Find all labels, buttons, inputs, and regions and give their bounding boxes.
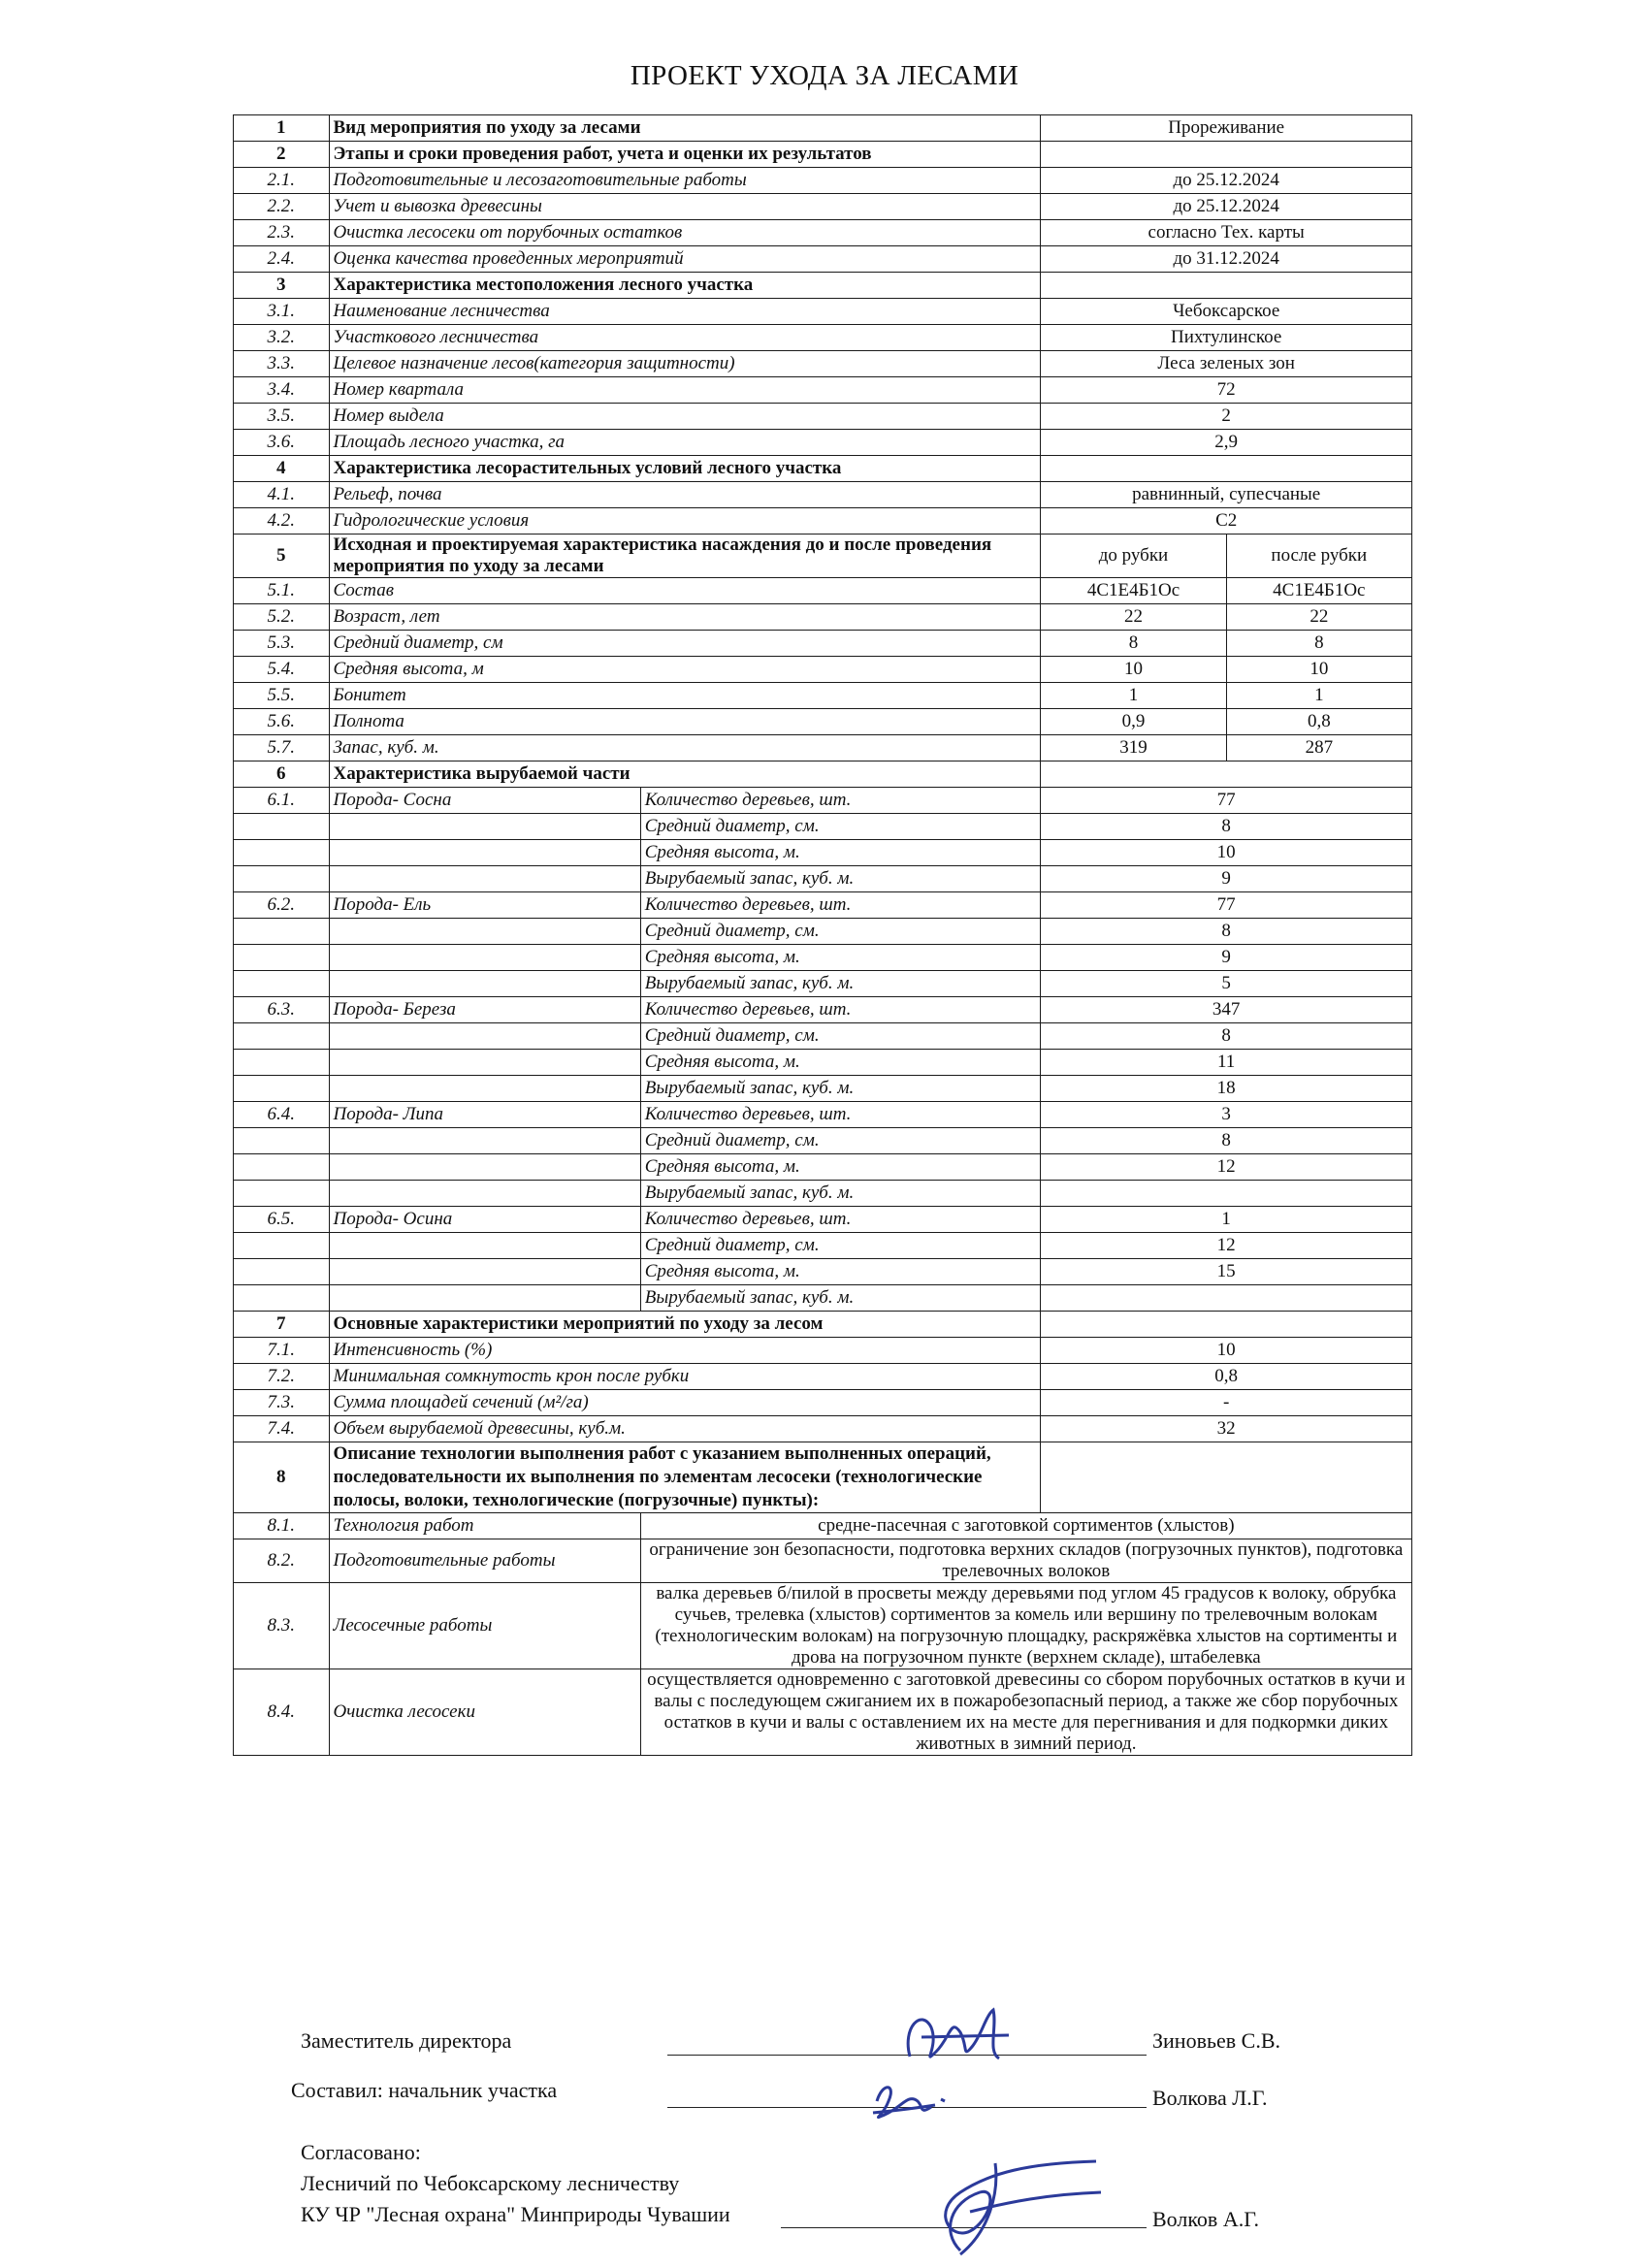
row-label: Целевое назначение лесов(категория защитности): [329, 351, 1041, 377]
row-label: Подготовительные и лесозаготовительные работы: [329, 168, 1041, 194]
empty-cell: [329, 1285, 640, 1312]
species-param-label: Средняя высота, м.: [640, 1259, 1041, 1285]
deputy-signature: [892, 1998, 1028, 2076]
empty-cell: [234, 814, 330, 840]
row-number: 3.2.: [234, 325, 330, 351]
table-body: [234, 115, 1412, 1756]
technology-row: [234, 1513, 1412, 1539]
value-before: 10: [1041, 657, 1226, 683]
row-label: Сумма площадей сечений (м²/га): [329, 1390, 1041, 1416]
species-row: [234, 1128, 1412, 1154]
table-row: [234, 168, 1412, 194]
section-label: Основные характеристики мероприятий по уходу за лесом: [329, 1312, 1041, 1338]
species-row: [234, 1050, 1412, 1076]
row-label: Состав: [329, 578, 1041, 604]
empty-cell: [329, 1154, 640, 1181]
table-row: [234, 683, 1412, 709]
row-number: 2.1.: [234, 168, 330, 194]
table-row: [234, 1364, 1412, 1390]
row-value: до 25.12.2024: [1041, 168, 1412, 194]
row-value: -: [1041, 1390, 1412, 1416]
row-number: 3.5.: [234, 404, 330, 430]
value-before: 22: [1041, 604, 1226, 631]
table-row: [234, 1338, 1412, 1364]
species-param-value: 8: [1041, 1023, 1412, 1050]
empty-cell: [234, 1259, 330, 1285]
empty-cell: [329, 1050, 640, 1076]
empty-cell: [329, 1259, 640, 1285]
species-param-value: 9: [1041, 866, 1412, 892]
row-label: Лесосечные работы: [329, 1583, 640, 1669]
row-number: 5.6.: [234, 709, 330, 735]
row-label: Оценка качества проведенных мероприятий: [329, 246, 1041, 273]
species-row: [234, 892, 1412, 919]
row-value: до 25.12.2024: [1041, 194, 1412, 220]
empty-cell: [329, 1023, 640, 1050]
row-number: 4.1.: [234, 482, 330, 508]
empty-cell: [329, 1233, 640, 1259]
species-param-label: Средняя высота, м.: [640, 1050, 1041, 1076]
row-label: Запас, куб. м.: [329, 735, 1041, 761]
species-row: [234, 997, 1412, 1023]
row-value: 2: [1041, 404, 1412, 430]
species-number: 6.3.: [234, 997, 330, 1023]
row-value: равнинный, супесчаные: [1041, 482, 1412, 508]
row-label: Рельеф, почва: [329, 482, 1041, 508]
section-number: 6: [234, 761, 330, 788]
section-value: Прореживание: [1041, 115, 1412, 142]
row-number: 3.3.: [234, 351, 330, 377]
species-param-label: Средний диаметр, см.: [640, 814, 1041, 840]
row-label: Подготовительные работы: [329, 1539, 640, 1583]
species-param-value: 11: [1041, 1050, 1412, 1076]
table-row: [234, 1416, 1412, 1442]
species-name: Порода- Осина: [329, 1207, 640, 1233]
row-label: Номер выдела: [329, 404, 1041, 430]
empty-cell: [234, 1023, 330, 1050]
compiler-signature: [863, 2072, 970, 2126]
empty-cell: [234, 866, 330, 892]
table-row: [234, 735, 1412, 761]
table-row: [234, 709, 1412, 735]
value-after: 1: [1226, 683, 1411, 709]
species-number: 6.2.: [234, 892, 330, 919]
species-param-label: Средний диаметр, см.: [640, 1023, 1041, 1050]
empty-cell: [234, 840, 330, 866]
row-number: 7.1.: [234, 1338, 330, 1364]
empty-cell: [234, 1076, 330, 1102]
empty-cell: [234, 1128, 330, 1154]
row-number: 5.2.: [234, 604, 330, 631]
empty-cell: [234, 971, 330, 997]
row-label: Бонитет: [329, 683, 1041, 709]
row-number: 3.6.: [234, 430, 330, 456]
row-label: Учет и вывозка древесины: [329, 194, 1041, 220]
section-label: Описание технологии выполнения работ с указанием выполненных операций, последовательности их выполнения по элементам лесосеки (технологические полосы, волоки, технологические (погрузочные) пункты):: [329, 1442, 1041, 1513]
row-description: осуществляется одновременно с заготовкой древесины со сбором порубочных остатков в кучи и валы с последующем сжиганием их в пожаробезопасный период, а также же сбор порубочных остатков в кучи и валы с оставлением их на месте для перегнивания и для подкормки диких животных в зимний период.: [640, 1669, 1411, 1756]
row-description: ограничение зон безопасности, подготовка верхних складов (погрузочных пунктов), подготовка трелевочных волоков: [640, 1539, 1411, 1583]
species-param-label: Вырубаемый запас, куб. м.: [640, 1285, 1041, 1312]
row-label: Минимальная сомкнутость крон после рубки: [329, 1364, 1041, 1390]
section-row: [234, 1312, 1412, 1338]
value-after: 22: [1226, 604, 1411, 631]
species-param-label: Средняя высота, м.: [640, 1154, 1041, 1181]
empty-cell: [234, 1181, 330, 1207]
row-number: 3.1.: [234, 299, 330, 325]
empty-cell: [234, 945, 330, 971]
species-param-value: 347: [1041, 997, 1412, 1023]
row-number: 2.3.: [234, 220, 330, 246]
species-row: [234, 788, 1412, 814]
species-param-value: 8: [1041, 814, 1412, 840]
row-value: С2: [1041, 508, 1412, 535]
row-label: Очистка лесосеки: [329, 1669, 640, 1756]
row-number: 7.4.: [234, 1416, 330, 1442]
table-row: [234, 220, 1412, 246]
species-row: [234, 1023, 1412, 1050]
section-row: [234, 535, 1412, 578]
row-label: Гидрологические условия: [329, 508, 1041, 535]
row-number: 7.2.: [234, 1364, 330, 1390]
col-header-after: после рубки: [1226, 535, 1411, 578]
value-before: 8: [1041, 631, 1226, 657]
row-value: до 31.12.2024: [1041, 246, 1412, 273]
value-before: 4С1Е4Б1Ос: [1041, 578, 1226, 604]
species-param-label: Средний диаметр, см.: [640, 919, 1041, 945]
species-param-label: Вырубаемый запас, куб. м.: [640, 971, 1041, 997]
row-number: 2.2.: [234, 194, 330, 220]
section-number: 5: [234, 535, 330, 578]
species-row: [234, 1102, 1412, 1128]
table-row: [234, 578, 1412, 604]
species-param-value: 8: [1041, 919, 1412, 945]
table-row: [234, 604, 1412, 631]
table-row: [234, 482, 1412, 508]
species-row: [234, 1259, 1412, 1285]
table-row: [234, 299, 1412, 325]
species-param-label: Количество деревьев, шт.: [640, 1102, 1041, 1128]
forester-title: Лесничий по Чебоксарскому лесничеству: [301, 2171, 680, 2195]
empty-cell: [234, 1233, 330, 1259]
row-number: 8.2.: [234, 1539, 330, 1583]
section-row: [234, 273, 1412, 299]
row-label: Средняя высота, м: [329, 657, 1041, 683]
species-param-value: 5: [1041, 971, 1412, 997]
section-row: [234, 456, 1412, 482]
empty-cell: [329, 814, 640, 840]
species-row: [234, 971, 1412, 997]
species-param-label: Средний диаметр, см.: [640, 1128, 1041, 1154]
table-row: [234, 1390, 1412, 1416]
row-number: 2.4.: [234, 246, 330, 273]
species-param-label: Средний диаметр, см.: [640, 1233, 1041, 1259]
species-param-label: Вырубаемый запас, куб. м.: [640, 1181, 1041, 1207]
empty-cell: [329, 866, 640, 892]
row-number: 5.3.: [234, 631, 330, 657]
value-before: 319: [1041, 735, 1226, 761]
empty-cell: [329, 1181, 640, 1207]
empty-cell: [329, 840, 640, 866]
empty-cell: [329, 919, 640, 945]
empty-cell: [329, 945, 640, 971]
empty-cell: [234, 919, 330, 945]
row-label: Очистка лесосеки от порубочных остатков: [329, 220, 1041, 246]
species-param-value: [1041, 1181, 1412, 1207]
value-after: 4С1Е4Б1Ос: [1226, 578, 1411, 604]
section-number: 4: [234, 456, 330, 482]
section-label: Характеристика вырубаемой части: [329, 761, 1041, 788]
species-number: 6.1.: [234, 788, 330, 814]
row-value: Пихтулинское: [1041, 325, 1412, 351]
section-value-empty: [1041, 761, 1412, 788]
species-row: [234, 1154, 1412, 1181]
species-name: Порода- Ель: [329, 892, 640, 919]
section-label: Вид мероприятия по уходу за лесами: [329, 115, 1041, 142]
compiler-name: Волкова Л.Г.: [1152, 2086, 1268, 2110]
species-param-label: Средняя высота, м.: [640, 840, 1041, 866]
section-row: [234, 1442, 1412, 1513]
table-row: [234, 351, 1412, 377]
species-param-value: 10: [1041, 840, 1412, 866]
row-value: 72: [1041, 377, 1412, 404]
row-description: валка деревьев б/пилой в просветы между деревьями под углом 45 градусов к волоку, обрубка сучьев, трелевка (хлыстов) сортиментов за комель или вершину по трелевочным волокам (технологическим волокам) на погрузочную площадку, раскряжёвка хлыстов на сортименты и дрова на погрузочном пункте (верхнем складе), штабелевка: [640, 1583, 1411, 1669]
row-value: Чебоксарское: [1041, 299, 1412, 325]
section-value-empty: [1041, 456, 1412, 482]
species-param-value: 15: [1041, 1259, 1412, 1285]
species-param-value: 77: [1041, 788, 1412, 814]
section-value-empty: [1041, 1442, 1412, 1513]
section-number: 1: [234, 115, 330, 142]
section-label: Этапы и сроки проведения работ, учета и оценки их результатов: [329, 142, 1041, 168]
row-value: согласно Тех. карты: [1041, 220, 1412, 246]
forest-care-table: [233, 114, 1412, 1756]
species-name: Порода- Липа: [329, 1102, 640, 1128]
row-value: 0,8: [1041, 1364, 1412, 1390]
species-param-label: Количество деревьев, шт.: [640, 1207, 1041, 1233]
table-row: [234, 404, 1412, 430]
technology-row: [234, 1583, 1412, 1669]
table-row: [234, 657, 1412, 683]
row-label: Наименование лесничества: [329, 299, 1041, 325]
row-number: 5.1.: [234, 578, 330, 604]
species-param-value: 12: [1041, 1233, 1412, 1259]
row-number: 8.1.: [234, 1513, 330, 1539]
technology-row: [234, 1669, 1412, 1756]
forester-name: Волков А.Г.: [1152, 2207, 1259, 2231]
section-value-empty: [1041, 1312, 1412, 1338]
species-param-value: 1: [1041, 1207, 1412, 1233]
species-param-label: Вырубаемый запас, куб. м.: [640, 1076, 1041, 1102]
table-row: [234, 430, 1412, 456]
col-header-before: до рубки: [1041, 535, 1226, 578]
species-row: [234, 1285, 1412, 1312]
row-number: 8.3.: [234, 1583, 330, 1669]
empty-cell: [234, 1154, 330, 1181]
species-param-label: Количество деревьев, шт.: [640, 788, 1041, 814]
species-row: [234, 1233, 1412, 1259]
row-number: 3.4.: [234, 377, 330, 404]
section-value-empty: [1041, 273, 1412, 299]
row-value: 32: [1041, 1416, 1412, 1442]
value-before: 1: [1041, 683, 1226, 709]
species-row: [234, 945, 1412, 971]
section-number: 7: [234, 1312, 330, 1338]
species-name: Порода- Береза: [329, 997, 640, 1023]
species-number: 6.4.: [234, 1102, 330, 1128]
value-after: 0,8: [1226, 709, 1411, 735]
section-row: [234, 115, 1412, 142]
species-row: [234, 1181, 1412, 1207]
section-number: 2: [234, 142, 330, 168]
section-number: 3: [234, 273, 330, 299]
technology-row: [234, 1539, 1412, 1583]
table-row: [234, 631, 1412, 657]
table-row: [234, 325, 1412, 351]
section-number: 8: [234, 1442, 330, 1513]
species-param-value: 3: [1041, 1102, 1412, 1128]
section-label: Характеристика местоположения лесного участка: [329, 273, 1041, 299]
row-number: 4.2.: [234, 508, 330, 535]
section-label: Исходная и проектируемая характеристика насаждения до и после проведения мероприятия по уходу за лесами: [329, 535, 1041, 578]
deputy-title: Заместитель директора: [301, 2028, 512, 2053]
row-number: 5.4.: [234, 657, 330, 683]
row-label: Технология работ: [329, 1513, 640, 1539]
species-param-label: Количество деревьев, шт.: [640, 892, 1041, 919]
species-row: [234, 1076, 1412, 1102]
empty-cell: [234, 1285, 330, 1312]
row-label: Возраст, лет: [329, 604, 1041, 631]
species-param-value: [1041, 1285, 1412, 1312]
row-label: Номер квартала: [329, 377, 1041, 404]
row-label: Объем вырубаемой древесины, куб.м.: [329, 1416, 1041, 1442]
section-value-empty: [1041, 142, 1412, 168]
row-label: Участкового лесничества: [329, 325, 1041, 351]
agreed-label: Согласовано:: [301, 2140, 421, 2164]
value-after: 10: [1226, 657, 1411, 683]
table-row: [234, 194, 1412, 220]
row-value: 2,9: [1041, 430, 1412, 456]
species-param-label: Средняя высота, м.: [640, 945, 1041, 971]
empty-cell: [329, 1128, 640, 1154]
value-after: 287: [1226, 735, 1411, 761]
species-param-label: Количество деревьев, шт.: [640, 997, 1041, 1023]
empty-cell: [329, 971, 640, 997]
row-number: 7.3.: [234, 1390, 330, 1416]
compiler-title: Составил: начальник участка: [291, 2078, 558, 2102]
species-param-value: 12: [1041, 1154, 1412, 1181]
value-before: 0,9: [1041, 709, 1226, 735]
value-after: 8: [1226, 631, 1411, 657]
species-row: [234, 919, 1412, 945]
row-description: средне-пасечная с заготовкой сортиментов (хлыстов): [640, 1513, 1411, 1539]
species-param-value: 18: [1041, 1076, 1412, 1102]
row-label: Полнота: [329, 709, 1041, 735]
empty-cell: [329, 1076, 640, 1102]
row-label: Интенсивность (%): [329, 1338, 1041, 1364]
row-value: Леса зеленых зон: [1041, 351, 1412, 377]
section-label: Характеристика лесорастительных условий лесного участка: [329, 456, 1041, 482]
row-number: 8.4.: [234, 1669, 330, 1756]
forester-org: КУ ЧР "Лесная охрана" Минприроды Чувашии: [301, 2202, 730, 2226]
page-title: ПРОЕКТ УХОДА ЗА ЛЕСАМИ: [630, 60, 1019, 91]
row-number: 5.7.: [234, 735, 330, 761]
table-row: [234, 508, 1412, 535]
species-row: [234, 840, 1412, 866]
species-param-value: 8: [1041, 1128, 1412, 1154]
forester-signature: [902, 2154, 1106, 2260]
species-row: [234, 814, 1412, 840]
table-row: [234, 377, 1412, 404]
species-name: Порода- Сосна: [329, 788, 640, 814]
section-row: [234, 761, 1412, 788]
row-label: Средний диаметр, см: [329, 631, 1041, 657]
species-param-label: Вырубаемый запас, куб. м.: [640, 866, 1041, 892]
row-value: 10: [1041, 1338, 1412, 1364]
table-row: [234, 246, 1412, 273]
empty-cell: [234, 1050, 330, 1076]
species-param-value: 77: [1041, 892, 1412, 919]
species-number: 6.5.: [234, 1207, 330, 1233]
species-param-value: 9: [1041, 945, 1412, 971]
row-number: 5.5.: [234, 683, 330, 709]
row-label: Площадь лесного участка, га: [329, 430, 1041, 456]
species-row: [234, 866, 1412, 892]
species-row: [234, 1207, 1412, 1233]
section-row: [234, 142, 1412, 168]
deputy-name: Зиновьев С.В.: [1152, 2028, 1280, 2053]
